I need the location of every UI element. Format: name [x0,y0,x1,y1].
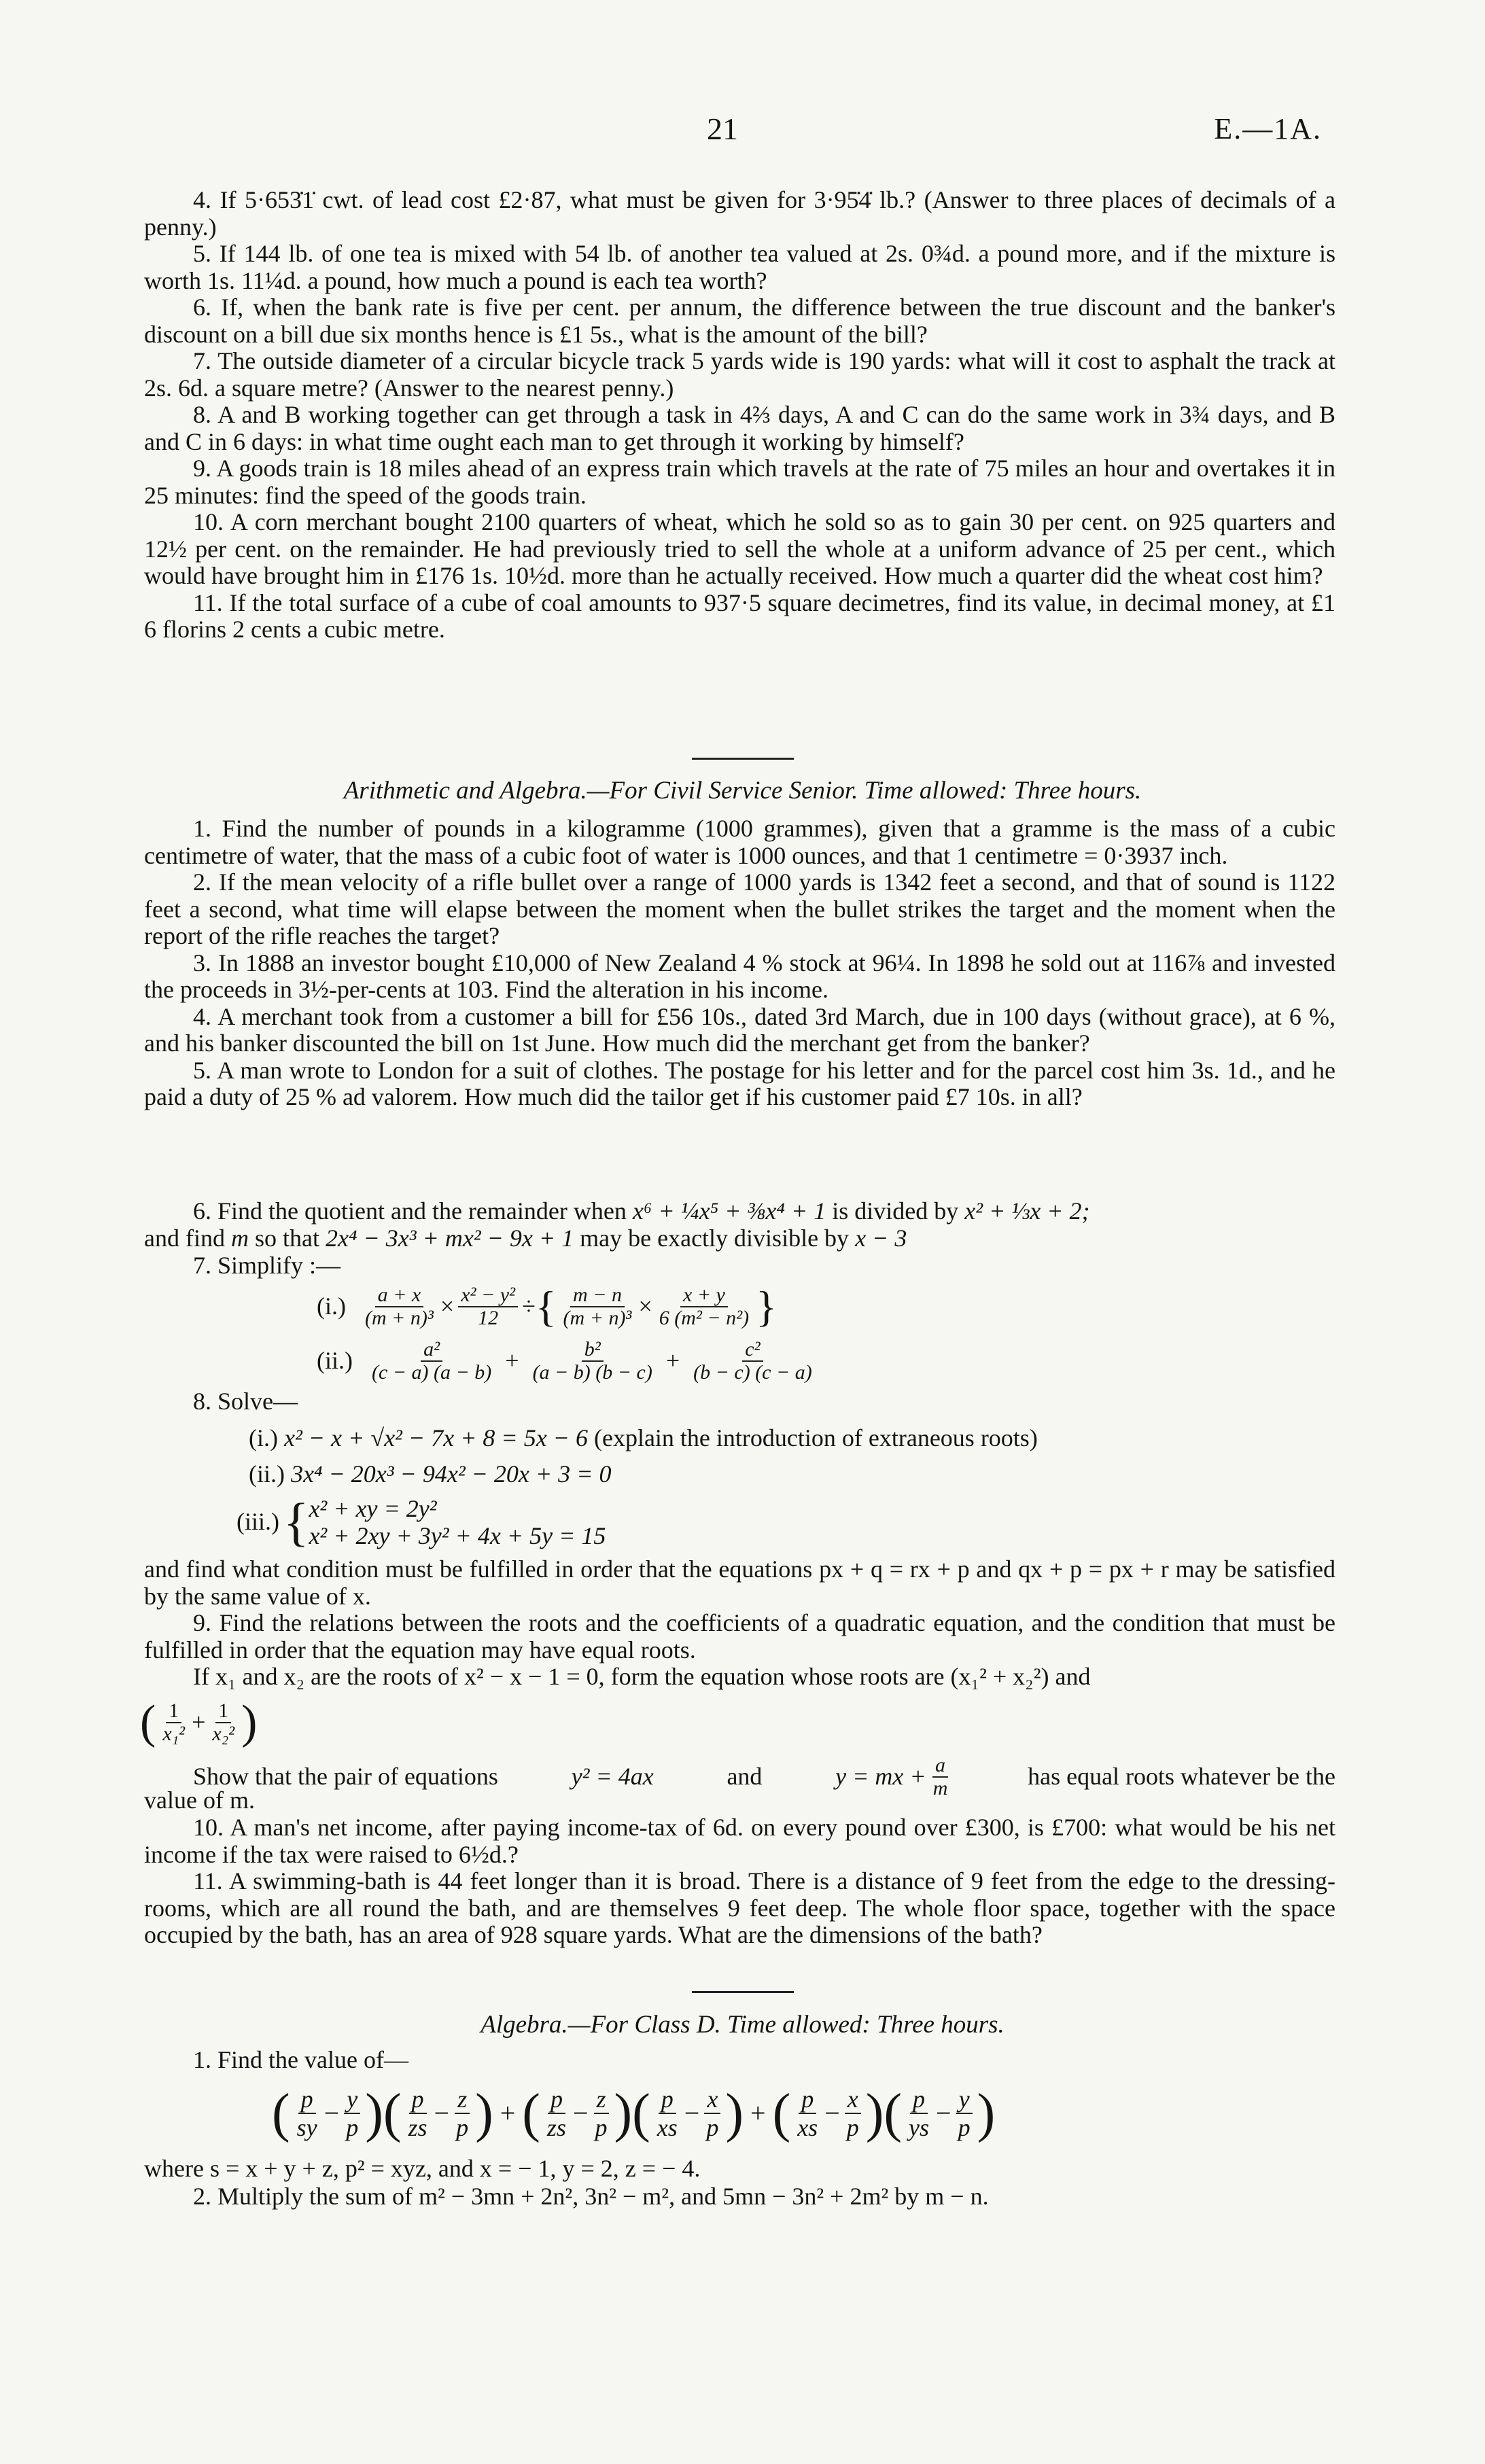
q7-part-ii [317,1337,819,1385]
question-4: 4. If 5·653̇1̇ cwt. of lead cost £2·87, what must be given for 3·95̇4̇ lb.? (Answer to three places of decimals of a penny.) [144,186,1335,241]
paren: ( [632,2083,650,2143]
divider-rule [692,758,794,760]
question-8-label: 8. Solve— [193,1388,298,1415]
question-5: 5. A man wrote to London for a suit of clothes. The postage for his letter and for the parcel cost him 3s. 1d., and he paid a duty of 25 % ad valorem. How much did the tailor get if his customer paid £7 10s. in all? [144,1056,1335,1110]
fraction [458,1284,518,1329]
minus-sign: − [936,2098,951,2129]
numerator: a² [421,1339,442,1362]
denominator: xs [657,2114,678,2141]
q8-part-iii [237,1492,606,1551]
left-paren: ( [140,1696,156,1748]
section-heading-civil-service-senior: Arithmetic and Algebra.—For Civil Service Senior. Time allowed: Three hours. [343,777,1142,805]
question-6-line-2 [144,1225,907,1252]
section-heading-class-d: Algebra.—For Class D. Time allowed: Three hours. [481,2011,1004,2039]
fraction [794,2085,820,2141]
numerator: p [298,2085,316,2114]
fraction [906,2085,932,2141]
class-d-expression [272,2076,995,2151]
numerator: y [956,2085,973,2114]
question-10: 10. A corn merchant bought 2100 quarters of wheat, which he sold so as to gain 30 per cent. on 925 quarters and 12½ per cent. on the remainder. He had previously tried to sell the whole at a uniform advance of 25 per cent., which would have brought him in £176 1s. 10½d. more than he actually received. How much a quarter did the wheat cost him? [144,508,1335,589]
denominator: m [932,1777,948,1799]
times-sign: × [440,1292,455,1320]
numerator: p [910,2085,928,2114]
denominator: sy [296,2114,317,2141]
q9-d-eq2-wrap [835,1755,954,1799]
right-paren: ) [241,1696,258,1748]
question-4: 4. A merchant took from a customer a bill for £56 10s., dated 3rd March, due in 100 days (without grace), at 6 %, and his banker discounted the bill on 1st June. How much did the merchant get from the banker? [144,1002,1335,1057]
paren: ( [522,2083,540,2143]
q6-var-m: m [230,1225,249,1252]
question-1: 1. Find the number of pounds in a kilogramme (1000 grammes), given that a gramme is the mass of a cubic centimetre of water, that the mass of a cubic foot of water is 1000 ounces, and that 1 centimetre = 0·3937 inch. [144,815,1335,869]
plus-sign: + [750,2098,766,2129]
fraction [369,1339,494,1384]
q8-condition-text: and find what condition must be fulfilled in order that the equations px + q = rx + p and qx + p = px + r may be satisfied by the same value of x. [144,1555,1335,1610]
numerator: p [409,2085,427,2114]
denominator: xs [797,2114,818,2141]
denominator: 12 [478,1307,499,1329]
question-8: 8. A and B working together can get through a task in 4⅔ days, A and C can do the same work in 3¾ days, and B and C in 6 days: in what time ought each man to get through it working by himself? [144,401,1335,455]
class-d-question-1-label: 1. Find the value of— [193,2046,408,2073]
plus-sign: + [665,1347,680,1375]
question-10: 10. A man's net income, after paying income-tax of 6d. on every pound over £300, is £700: what would be his net income if the tax were raised to 6½d.? [144,1814,1335,1868]
plus-sign: + [500,2098,516,2129]
document-reference: E.—1A. [1214,112,1322,145]
numerator: a [932,1755,948,1778]
q9-d-text: Show that the pair of equations [193,1763,498,1791]
numerator: 1 [166,1700,181,1723]
fraction [544,2085,569,2141]
paren: ( [884,2083,903,2143]
numerator: z [455,2085,470,2114]
minus-sign: − [434,2098,450,2129]
fraction [930,1755,951,1799]
denominator: p [958,2114,971,2141]
fraction [362,1284,436,1329]
question-6: 6. If, when the bank rate is five per cent. per annum, the difference between the true discount and the banker's discount on a bill due six months hence is £1 5s., what is the amount of the bill? [144,294,1335,348]
q6-text-a: and find [144,1225,225,1252]
q8-continuation [144,1556,1335,1691]
q6-dividend: x⁶ + ¼x⁵ + ⅜x⁴ + 1 [632,1197,826,1225]
system-equations [309,1495,606,1549]
minus-sign: − [824,2098,840,2129]
denominator: (a − b) (b − c) [532,1361,652,1384]
fraction [657,1284,752,1329]
numerator: x [845,2085,861,2114]
q8-i-note: (explain the introduction of extraneous roots) [593,1424,1038,1451]
section-civil-service-senior [144,815,1335,1111]
q6-text: 6. Find the quotient and the remainder when [193,1197,627,1225]
q6-factor: x − 3 [855,1225,907,1252]
numerator: 1 [215,1700,231,1723]
fraction [593,2085,610,2141]
question-5: 5. If 144 lb. of one tea is mixed with 54 lb. of another tea valued at 2s. 0¾d. a pound more, and if the mixture is worth 1s. 11¼d. a pound, how much a pound is each tea worth? [144,240,1335,294]
section-arithmetic-continued [144,187,1335,644]
q8-iii-eq-2: x² + 2xy + 3y² + 4x + 5y = 15 [309,1522,606,1549]
numerator: x [704,2085,720,2114]
fraction [703,2085,721,2141]
left-brace: { [535,1282,557,1331]
denominator: p [846,2114,859,2141]
question-2: 2. If the mean velocity of a rifle bullet over a range of 1000 yards is 1342 feet a second, and that of sound is 1122 feet a second, what time will elapse between the moment when the bullet strikes the target and the moment when the report of the rifle reaches the target? [144,868,1335,949]
numerator: c² [742,1339,763,1362]
fraction [530,1339,655,1384]
q8-part-ii [249,1461,611,1488]
q7-part-i [317,1283,777,1331]
q7-i-label: (i.) [317,1292,346,1320]
plus-sign: + [505,1347,519,1375]
question-7-label: 7. Simplify :— [193,1252,341,1279]
denominator: zs [408,2114,427,2141]
paren: ( [383,2083,402,2143]
numerator: p [799,2085,816,2114]
denominator: (c − a) (a − b) [371,1361,492,1384]
denominator: p [346,2114,359,2141]
paren: ) [865,2083,884,2143]
numerator: p [548,2085,565,2114]
denominator: p [706,2114,719,2141]
q6-text-d: may be exactly divisible by [580,1225,850,1252]
numerator: a + x [375,1284,424,1307]
q6-connector: is divided by [832,1197,959,1225]
q8-i-label: (i.) [249,1424,278,1451]
denominator: x₁² [162,1723,186,1745]
fraction [561,1284,635,1329]
numerator: b² [582,1339,604,1362]
q6-text-c: so that [254,1225,319,1252]
denominator: (m + n)³ [364,1307,434,1329]
q9-part-d [193,1755,1335,1799]
q9-reciprocal-sum: ( $\frac{1}{\text{x₁²}}$ + $\frac{1}{\text{x₂²}}$ ) [140,1696,258,1748]
divider-rule [692,1991,794,1993]
denominator: p [595,2114,608,2141]
paren: ) [725,2083,744,2143]
denominator: p [456,2114,469,2141]
q7-ii-label: (ii.) [317,1347,353,1375]
q9-d-text-b: has equal roots whatever be the [1028,1763,1335,1791]
denominator: 6 (m² − n²) [659,1307,750,1329]
numerator: x² − y² [458,1284,518,1307]
q9-d-end: value of m. [144,1787,255,1814]
q8-iii-label: (iii.) [237,1508,279,1536]
q8-part-i [249,1425,1038,1452]
denominator: x₂² [212,1723,235,1745]
question-9: 9. A goods train is 18 miles ahead of an express train which travels at the rate of 75 miles an hour and overtakes it in 25 minutes: find the speed of the goods train. [144,455,1335,509]
q8-ii-equation: 3x⁴ − 20x³ − 94x² − 20x + 3 = 0 [290,1460,612,1488]
division-sign: ÷ [522,1292,536,1320]
fraction [343,2085,361,2141]
denominator: (m + n)³ [563,1307,632,1329]
question-6-line-1 [193,1198,1090,1225]
q8-i-equation: x² − x + √x² − 7x + 8 = 5x − 6 [283,1424,588,1451]
paren: ) [977,2083,996,2143]
minus-sign: − [684,2098,700,2129]
fraction [844,2085,862,2141]
numerator: m − n [570,1284,625,1307]
page-number: 21 [707,111,738,146]
fraction [209,1700,237,1745]
question-11: 11. If the total surface of a cube of coal amounts to 937·5 square decimetres, find its value, in decimal money, at £1 6 florins 2 cents a cubic metre. [144,588,1335,643]
fraction [691,1339,815,1384]
numerator: x + y [680,1284,728,1307]
question-9-part-b: If x₁ and x₂ are the roots of x² − x − 1 = 0, form the equation whose roots are (x₁² + x₂²) and [193,1663,1091,1690]
numerator: p [659,2085,676,2114]
class-d-where-clause: where s = x + y + z, p² = xyz, and x = − 1, y = 2, z = − 4. [144,2155,701,2182]
fraction [405,2085,430,2141]
q9-d-and: and [727,1763,763,1791]
questions-10-11 [144,1814,1335,1949]
fraction [956,2085,973,2141]
question-7: 7. The outside diameter of a circular bicycle track 5 yards wide is 190 yards: what will it cost to asphalt the track at 2s. 6d. a square metre? (Answer to the nearest penny.) [144,347,1335,402]
question-3: 3. In 1888 an investor bought £10,000 of New Zealand 4 % stock at 96¼. In 1898 he sold out at 116⅞ and invested the proceeds in 3½-per-cents at 103. Find the alteration in his income. [144,949,1335,1003]
fraction [160,1700,188,1745]
denominator: zs [546,2114,566,2141]
fraction [294,2085,320,2141]
denominator: (b − c) (c − a) [693,1361,812,1384]
right-brace: } [756,1282,777,1331]
q9-d-eq1: y² = 4ax [571,1763,654,1791]
paren: ( [772,2083,791,2143]
times-sign: × [638,1292,652,1320]
fraction [453,2085,471,2141]
q9-d-eq2: y = mx + [835,1763,926,1791]
page-header [0,111,1485,156]
numerator: z [594,2085,609,2114]
q8-iii-eq-1: x² + xy = 2y² [309,1495,437,1522]
minus-sign: − [324,2098,340,2129]
question-9: 9. Find the relations between the roots and the coefficients of a quadratic equation, and the condition that must be fulfilled in order that the equation may have equal roots. [144,1609,1335,1664]
q8-ii-label: (ii.) [249,1460,285,1488]
system-brace: { [283,1492,309,1551]
fraction [654,2085,680,2141]
paren: ) [475,2083,493,2143]
q6-polynomial: 2x⁴ − 3x³ + mx² − 9x + 1 [325,1225,574,1252]
paren: ) [614,2083,633,2143]
minus-sign: − [572,2098,589,2129]
question-11: 11. A swimming-bath is 44 feet longer than it is broad. There is a distance of 9 feet from the edge to the dressing-rooms, which are all round the bath, and are themselves 9 feet deep. The whole floor space, together with the space occupied by the bath, has an area of 928 square yards. What are the dimensions of the bath? [144,1867,1335,1948]
class-d-question-2: 2. Multiply the sum of m² − 3mn + 2n², 3n² − m², and 5mn − 3n² + 2m² by m − n. [193,2183,989,2210]
denominator: ys [909,2114,930,2141]
numerator: y [344,2085,360,2114]
paren: ( [272,2083,290,2143]
paren: ) [365,2083,383,2143]
q6-divisor: x² + ⅓x + 2; [964,1197,1090,1225]
